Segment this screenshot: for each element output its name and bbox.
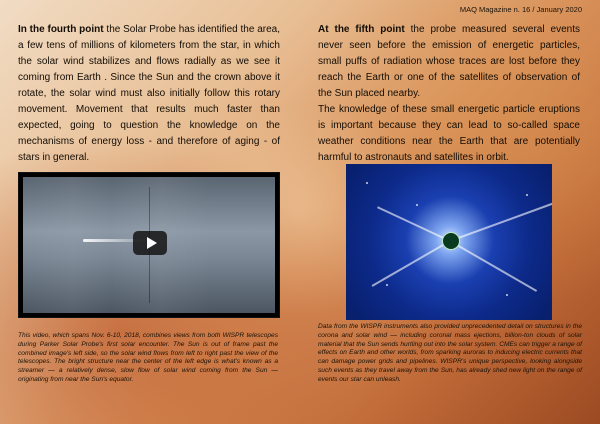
ray-streak [450,240,538,292]
fifth-point-lead: At the fifth point [318,24,405,35]
space-weather-paragraph: The knowledge of these small energetic particle eruptions is important because they can lead to so-called space weather conditions near the Earth that are potentially harmful to astronauts and satellites in orbit. [318,104,580,163]
coronagraph-image [346,164,552,320]
play-button[interactable] [133,231,167,255]
image-caption: Data from the WISPR instruments also provided unprecedented detail on structures in the corona and solar wind — including coronal mass ejections, billion-ton clouds of solar material that the Sun sends hurtling out into the solar system. CMEs can trigger a range of effects on Earth and other worlds, from sparking auroras to inducing electric currents that can damage power grids and pipelines. WISPR's unique perspective, looking alongside such events as they travel away from the Sun, has already shed new light on the range of events our star can unleash. [318,323,582,383]
right-column [318,22,580,166]
left-column [18,22,280,166]
video-caption: This video, which spans Nov. 6-10, 2018, combines views from both WISPR telescopes during Parker Solar Probe's first solar encounter. The Sun is out of frame past the combined image's left side, so the solar wind flows from left to right past the view of the telescopes. The bright structure near the center of the left edge is what's known as a streamer — a relatively dense, slow flow of solar wind coming from the Sun — originating from near the Sun's equator. [18,332,278,383]
wispr-video-player[interactable] [18,172,280,318]
ray-streak [372,240,451,287]
star-dot [526,194,528,196]
star-dot [366,182,368,184]
star-dot [416,204,418,206]
ray-streak [450,202,552,242]
ray-streak [377,206,450,242]
magazine-header: MAQ Magazine n. 16 / January 2020 [459,5,582,14]
occulter-disk [442,232,460,250]
fourth-point-paragraph [18,22,280,166]
star-dot [506,294,508,296]
play-icon [147,237,157,249]
fourth-point-lead: In the fourth point [18,24,104,35]
star-dot [386,284,388,286]
fifth-point-text: the probe measured several events never seen before the emission of energetic particles, small puffs of radiation whose traces are lost before they reach the Earth or one of the satellites of observation of the Sun placed nearby. [318,24,580,99]
fifth-point-paragraph [318,22,580,102]
fourth-point-text: the Solar Probe has identified the area, a few tens of millions of kilometers from the star, in which the solar wind stabilizes and flows radially as we see it coming from Earth . Since the Sun and the crown above it rotate, the solar wind must also initially follow this rotary movement. Movement that results much faster than expected, going to question the knowledge on the mechanisms of energy loss - and therefore of aging - of stars in general. [18,24,280,163]
